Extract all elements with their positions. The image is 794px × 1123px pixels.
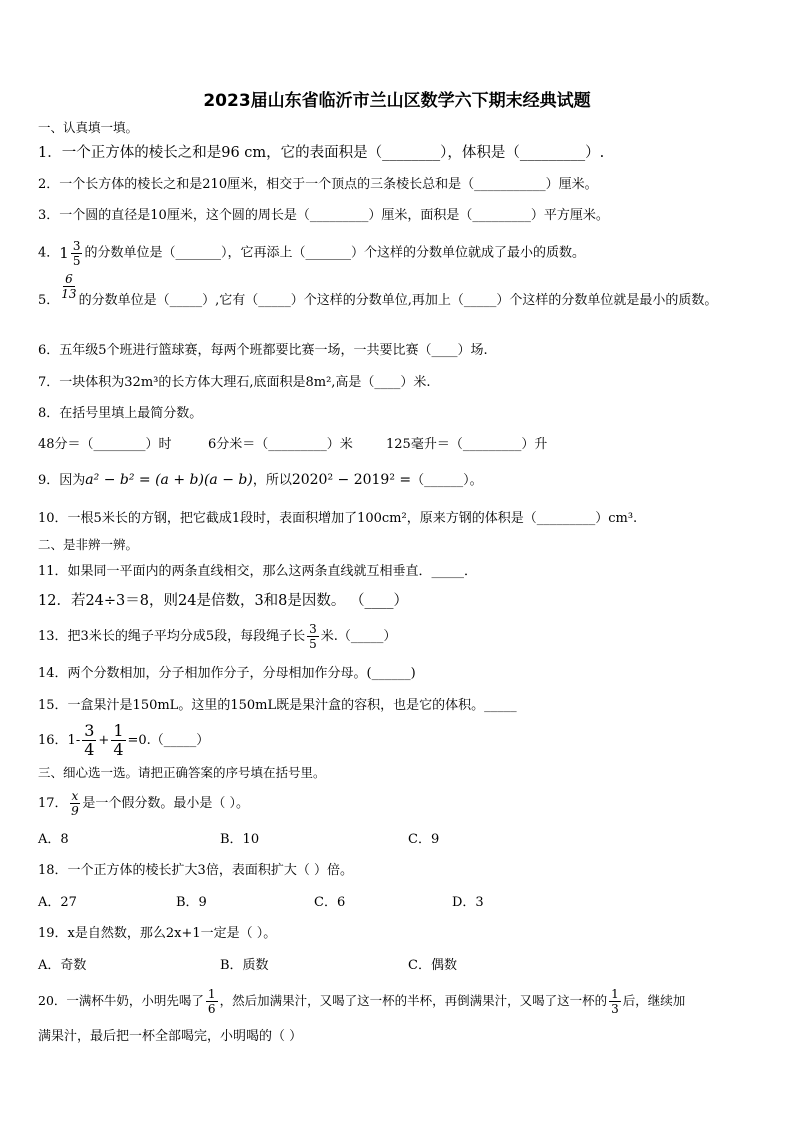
q13-num: 3 (309, 622, 317, 636)
q18-option-d[interactable]: D．3 (452, 895, 484, 910)
q13-fraction (307, 622, 319, 651)
q5-text: 的分数单位是（_____）,它有（_____）个这样的分数单位,再加上（_____）个这样的分数单位就是最小的质数。 (78, 293, 718, 308)
question-16 (38, 722, 764, 760)
question-4 (38, 236, 764, 271)
q16-plus: + (98, 733, 110, 748)
q4-num: 3 (72, 238, 81, 253)
q9-prefix: 9．因为 (38, 473, 86, 488)
q20-part-a: 20．一满杯牛奶，小明先喝了 (38, 993, 204, 1008)
q19-option-c[interactable]: C．偶数 (408, 958, 457, 973)
q20-part-b: ，然后加满果汁，又喝了这一杯的半杯，再倒满果汁，又喝了这一杯的 (219, 993, 608, 1008)
q4-whole: 1 (59, 244, 69, 262)
question-1: 1．一个正方体的棱长之和是96 cm，它的表面积是（________），体积是（_________）. (38, 145, 605, 161)
q16-fraction-1 (82, 722, 96, 759)
q9-expr: 2020² − 2019² = (291, 472, 412, 488)
q17-option-a[interactable]: A．8 (38, 832, 69, 847)
q20-f2-den: 3 (611, 1002, 619, 1016)
q16-num2: 1 (113, 721, 124, 740)
section-1-heading: 一、认真填一填。 (38, 120, 139, 135)
q20-fraction-2 (609, 987, 621, 1016)
q4-fraction (71, 239, 83, 268)
q16-den1: 4 (84, 740, 95, 759)
section-2-heading: 二、是非辨一辨。 (38, 537, 139, 552)
q9-formula: a² − b² = (a + b)(a − b) (85, 472, 253, 488)
q17-option-c[interactable]: C．9 (408, 832, 440, 847)
q17-fraction (70, 789, 81, 818)
q13-prefix: 13．把3米长的绳子平均分成5段，每段绳子长 (38, 629, 306, 644)
q17-option-b[interactable]: B．10 (220, 832, 260, 847)
question-14: 14．两个分数相加，分子相加作分子，分母相加作分母。(______) (38, 666, 416, 681)
q17-prefix: 17． (38, 796, 68, 811)
q20-f1-den: 6 (207, 1002, 216, 1016)
q20-fraction-1 (206, 987, 218, 1016)
q5-fraction (61, 272, 76, 301)
question-20 (38, 984, 764, 1018)
q17-den: 9 (71, 804, 79, 818)
question-12: 12．若24÷3＝8，则24是倍数，3和8是因数。 （____） (38, 593, 409, 609)
q16-text: =0.（_____） (127, 733, 210, 748)
q9-mid: ，所以 (252, 473, 292, 488)
q5-num: 6 (65, 272, 73, 286)
q13-den: 5 (309, 637, 317, 651)
question-13 (38, 620, 764, 654)
question-3: 3．一个圆的直径是10厘米，这个圆的周长是（_________）厘米，面积是（_________）平方厘米。 (38, 208, 609, 223)
q18-option-b[interactable]: B．9 (176, 895, 207, 910)
q19-option-b[interactable]: B．质数 (220, 958, 269, 973)
q17-text: 是一个假分数。最小是（ ）。 (82, 796, 249, 811)
q5-prefix: 5． (38, 293, 60, 308)
q20-f1-num: 1 (207, 987, 216, 1001)
q8-item-a: 48分＝（________）时 (38, 437, 172, 452)
q16-prefix: 16．1- (38, 733, 81, 748)
q18-option-c[interactable]: C．6 (314, 895, 346, 910)
question-2: 2．一个长方体的棱长之和是210厘米，相交于一个顶点的三条棱长总和是（___________）厘米。 (38, 177, 598, 192)
question-20-line-2: 满果汁，最后把一杯全部喝完，小明喝的（ ） (38, 1029, 303, 1044)
q17-num: x (71, 789, 79, 803)
q4-text: 的分数单位是（_______），它再添上（_______）个这样的分数单位就成了最小的质数。 (84, 245, 585, 261)
q16-num1: 3 (84, 721, 95, 740)
q8-item-c: 125毫升＝（_________）升 (386, 437, 548, 452)
q20-part-c: 后，继续加 (622, 993, 686, 1008)
question-6: 6．五年级5个班进行篮球赛，每两个班都要比赛一场，一共要比赛（____）场. (38, 343, 488, 358)
question-15: 15．一盒果汁是150mL。这里的150mL既是果汁盒的容积，也是它的体积。_____ (38, 698, 517, 713)
q8-item-b: 6分米＝（_________）米 (208, 437, 353, 452)
q9-tail: （______）。 (411, 473, 483, 488)
q4-prefix: 4． (38, 245, 60, 261)
q16-den2: 4 (113, 740, 124, 759)
question-5 (38, 272, 764, 318)
q19-option-a[interactable]: A．奇数 (38, 958, 87, 973)
question-7: 7．一块体积为32m³的长方体大理石,底面积是8m²,高是（____）米. (38, 375, 431, 390)
section-3-heading: 三、细心选一选。请把正确答案的序号填在括号里。 (38, 765, 326, 780)
question-9 (38, 470, 764, 491)
q20-f2-num: 1 (611, 987, 619, 1001)
q18-option-a[interactable]: A．27 (38, 895, 77, 910)
question-18: 18．一个正方体的棱长扩大3倍，表面积扩大（ ）倍。 (38, 863, 353, 878)
q13-text: 米.（_____） (320, 629, 397, 644)
question-8: 8．在括号里填上最简分数。 (38, 406, 203, 421)
q4-den: 5 (72, 253, 81, 268)
q16-fraction-2 (111, 722, 125, 759)
question-17 (38, 788, 764, 820)
q5-den: 13 (61, 287, 77, 301)
question-11: 11．如果同一平面内的两条直线相交，那么这两条直线就互相垂直．_____． (38, 564, 478, 579)
question-19: 19．x是自然数，那么2x+1一定是（ ）。 (38, 926, 277, 941)
page-title: 2023届山东省临沂市兰山区数学六下期末经典试题 (203, 91, 591, 111)
question-10: 10．一根5米长的方钢，把它截成1段时，表面积增加了100cm²，原来方钢的体积是（_________）cm³. (38, 511, 638, 526)
